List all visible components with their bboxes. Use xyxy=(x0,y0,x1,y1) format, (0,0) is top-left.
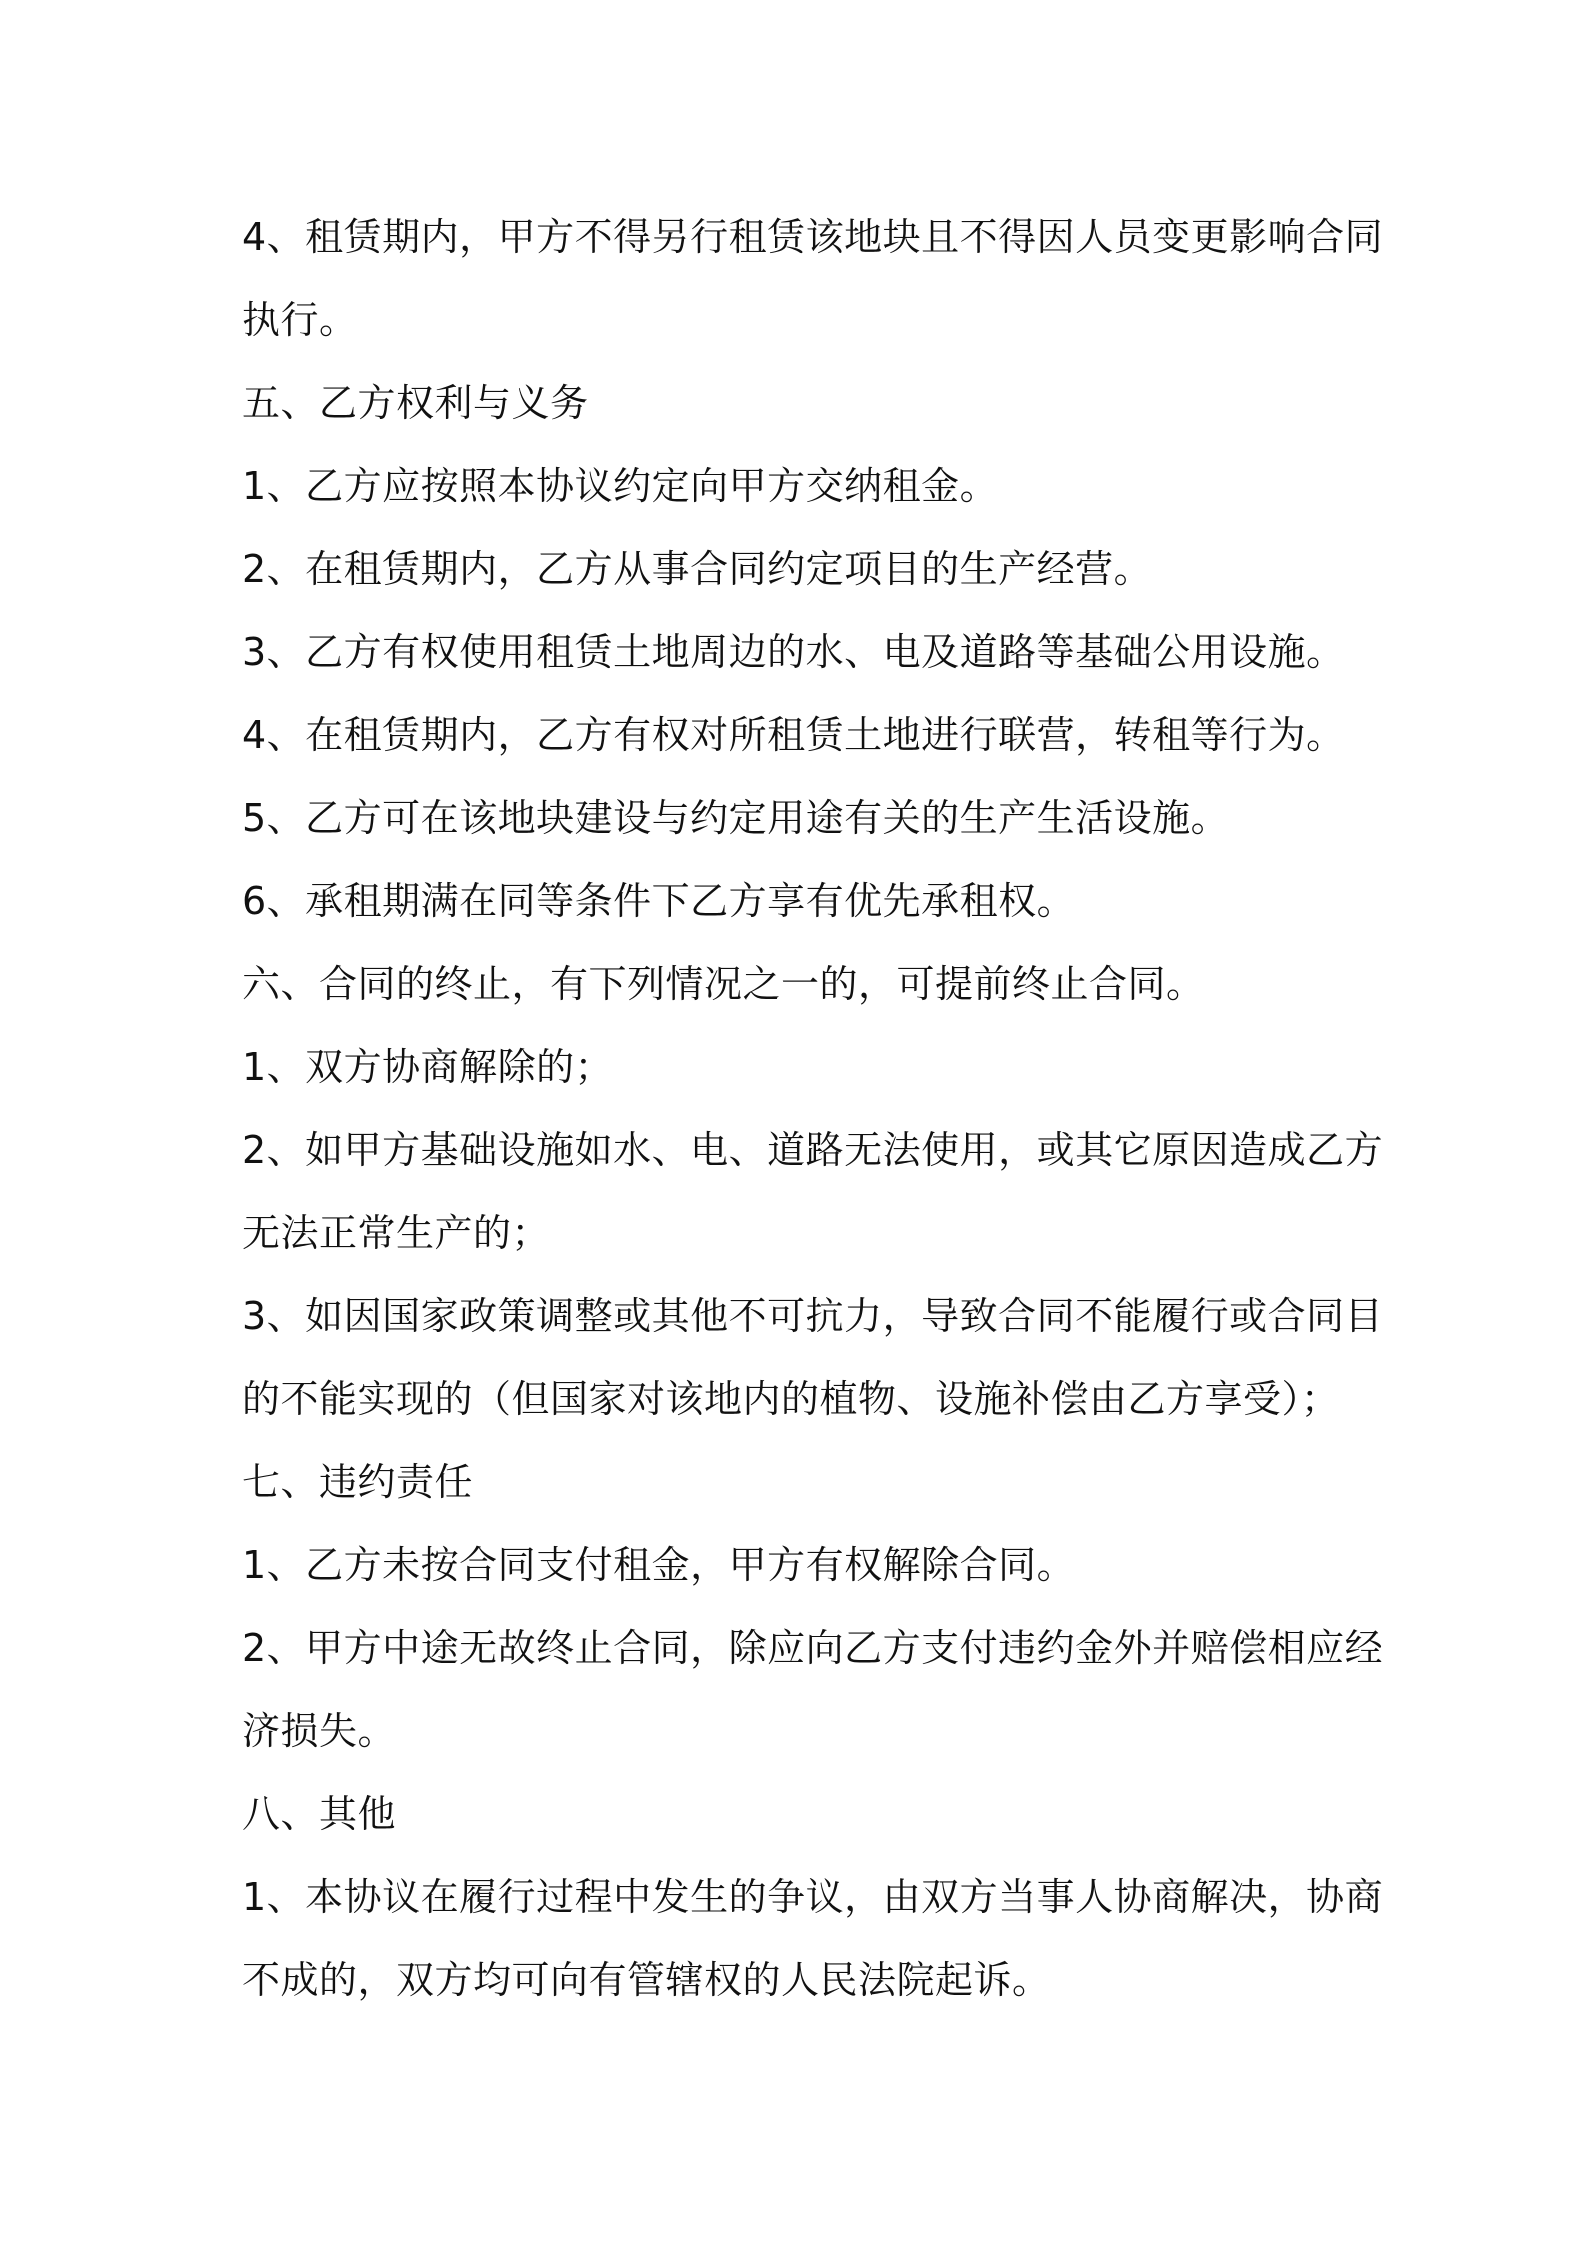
text-line: 1、乙方应按照本协议约定向甲方交纳租金。 xyxy=(242,464,999,508)
text-line: 的不能实现的（但国家对该地内的植物、设施补偿由乙方享受）； xyxy=(242,1377,1340,1421)
text-line: 1、乙方未按合同支付租金，甲方有权解除合同。 xyxy=(242,1543,1076,1587)
text-line: 1、本协议在履行过程中发生的争议，由双方当事人协商解决，协商 xyxy=(242,1875,1384,1919)
text-line: 济损失。 xyxy=(242,1709,397,1753)
text-line: 不成的，双方均可向有管辖权的人民法院起诉。 xyxy=(242,1958,1051,2002)
text-line: 无法正常生产的； xyxy=(242,1211,551,1255)
text-line: 2、如甲方基础设施如水、电、道路无法使用，或其它原因造成乙方 xyxy=(242,1128,1384,1172)
text-line: 1、双方协商解除的； xyxy=(242,1045,614,1089)
text-line: 3、如因国家政策调整或其他不可抗力，导致合同不能履行或合同目 xyxy=(242,1294,1384,1338)
document-page xyxy=(242,196,1384,2022)
text-line: 4、租赁期内，甲方不得另行租赁该地块且不得因人员变更影响合同 xyxy=(242,215,1384,259)
section-heading: 五、乙方权利与义务 xyxy=(242,381,589,425)
text-line: 2、在租赁期内，乙方从事合同约定项目的生产经营。 xyxy=(242,547,1153,591)
text-line: 执行。 xyxy=(242,298,358,342)
text-line: 2、甲方中途无故终止合同，除应向乙方支付违约金外并赔偿相应经 xyxy=(242,1626,1384,1670)
text-line: 6、承租期满在同等条件下乙方享有优先承租权。 xyxy=(242,879,1076,923)
text-line: 4、在租赁期内，乙方有权对所租赁土地进行联营，转租等行为。 xyxy=(242,713,1345,757)
section-heading: 七、违约责任 xyxy=(242,1460,474,1504)
text-line: 3、乙方有权使用租赁土地周边的水、电及道路等基础公用设施。 xyxy=(242,630,1345,674)
section-heading: 六、合同的终止，有下列情况之一的，可提前终止合同。 xyxy=(242,962,1205,1006)
text-line: 5、乙方可在该地块建设与约定用途有关的生产生活设施。 xyxy=(242,796,1230,840)
section-heading: 八、其他 xyxy=(242,1792,397,1836)
